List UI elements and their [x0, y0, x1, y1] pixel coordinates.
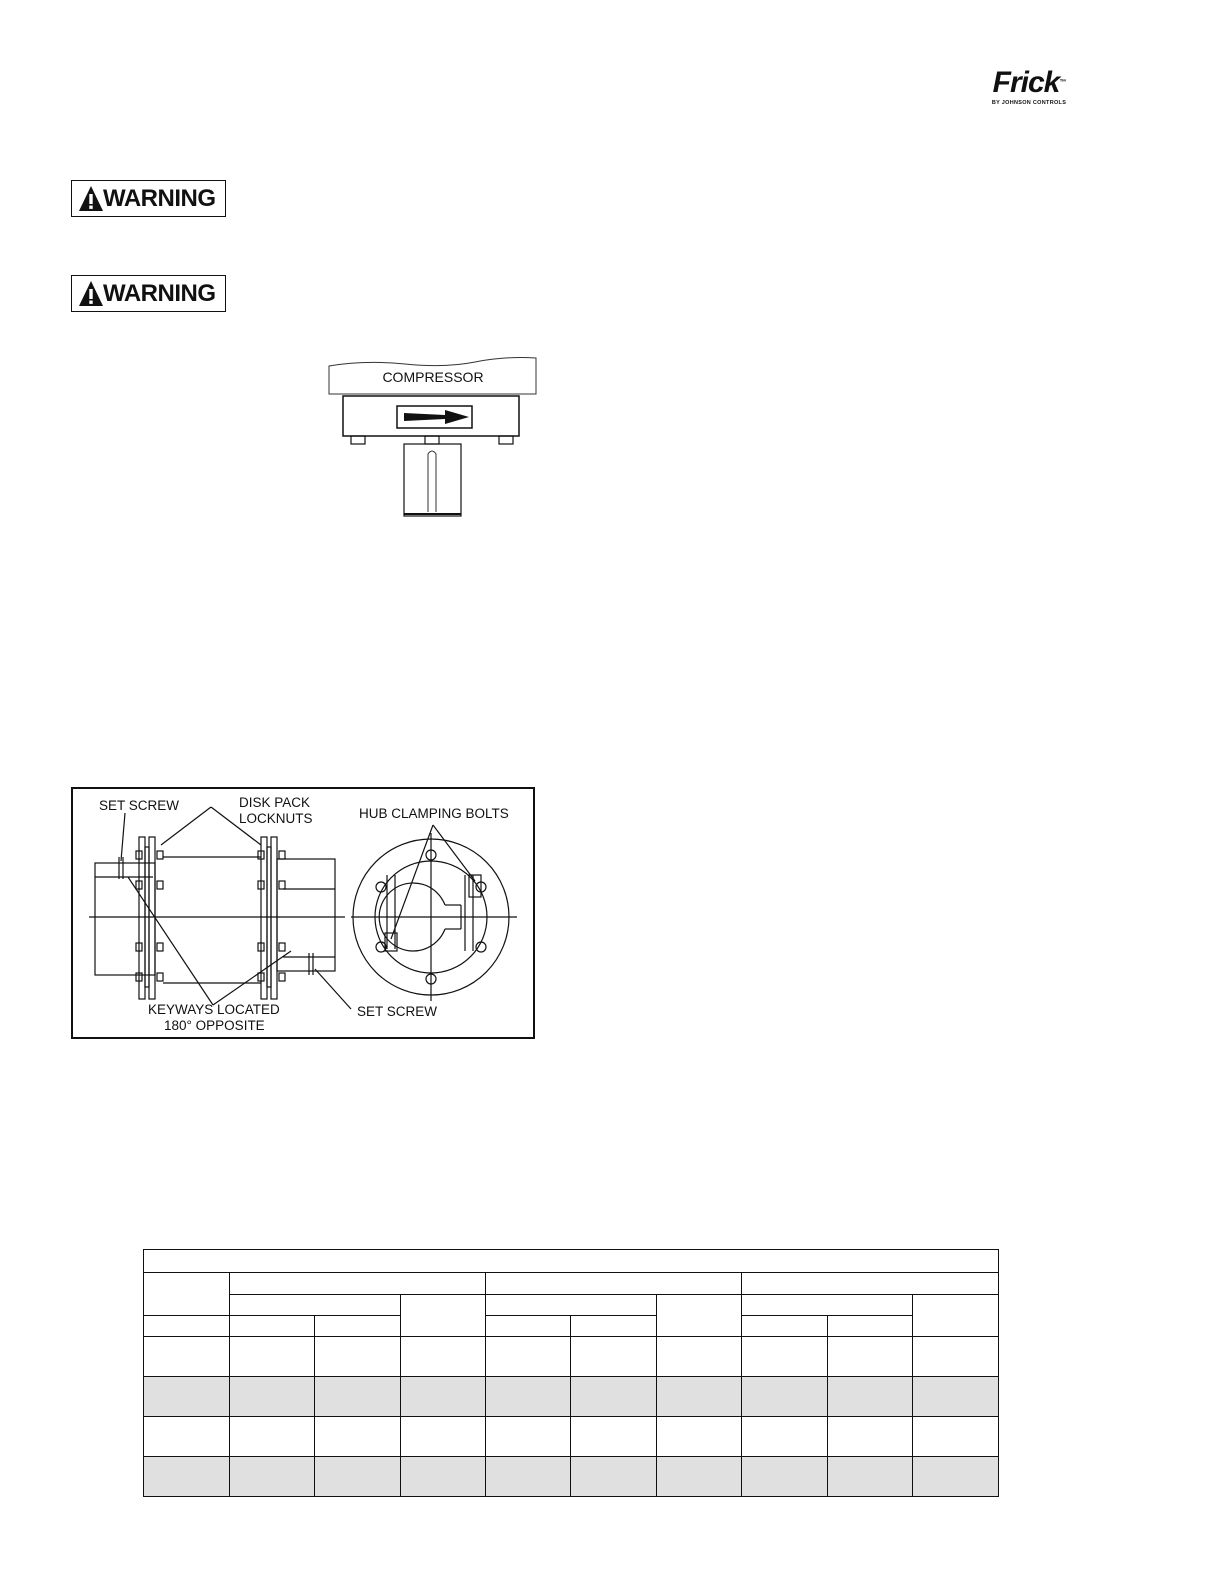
table-header-row — [144, 1295, 999, 1316]
table-cell — [913, 1417, 999, 1457]
table-cell — [657, 1295, 742, 1337]
table-cell — [486, 1273, 742, 1295]
table-cell — [230, 1273, 486, 1295]
warning-box-1 — [71, 180, 226, 217]
table-cell — [315, 1457, 401, 1497]
table-cell — [401, 1457, 486, 1497]
table-cell — [657, 1457, 742, 1497]
table-cell — [230, 1316, 315, 1337]
frick-logo — [986, 68, 1072, 112]
warning-triangle-icon — [79, 281, 103, 306]
hub-clamping-bolts-label: HUB CLAMPING BOLTS — [359, 806, 509, 821]
table-row — [144, 1457, 999, 1497]
table-cell — [144, 1417, 230, 1457]
table-cell — [401, 1337, 486, 1377]
table-cell — [828, 1417, 913, 1457]
table-cell — [742, 1316, 828, 1337]
table-cell — [230, 1295, 401, 1316]
table-cell — [742, 1377, 828, 1417]
table-row — [144, 1377, 999, 1417]
data-table — [143, 1249, 999, 1497]
table-cell — [828, 1377, 913, 1417]
table-cell — [401, 1295, 486, 1337]
table-cell — [913, 1457, 999, 1497]
logo-tagline: BY JOHNSON CONTROLS — [991, 100, 1067, 106]
table-cell — [315, 1316, 401, 1337]
table-title-row — [144, 1250, 999, 1273]
table-cell — [486, 1417, 571, 1457]
table-cell — [315, 1377, 401, 1417]
compressor-rotation-figure — [325, 352, 540, 522]
warning-box-2 — [71, 275, 226, 312]
table-cell — [742, 1273, 999, 1295]
table-cell — [742, 1337, 828, 1377]
table-cell — [486, 1316, 571, 1337]
disk-pack-locknuts-label-line1: DISK PACK — [239, 795, 311, 810]
logo-brand: Frick™ — [992, 66, 1066, 99]
rotation-arrow-icon — [404, 410, 469, 424]
table-cell — [401, 1417, 486, 1457]
table-cell — [315, 1337, 401, 1377]
table-cell — [913, 1337, 999, 1377]
table-cell — [913, 1377, 999, 1417]
table-cell — [571, 1337, 657, 1377]
table-cell — [828, 1457, 913, 1497]
table-cell — [486, 1295, 657, 1316]
set-screw-label-top: SET SCREW — [99, 798, 180, 813]
keyways-label-line1: KEYWAYS LOCATED — [148, 1002, 280, 1017]
table-cell — [144, 1457, 230, 1497]
table-cell — [657, 1377, 742, 1417]
table-cell — [144, 1377, 230, 1417]
table-cell — [742, 1417, 828, 1457]
table-cell — [828, 1337, 913, 1377]
table-cell — [230, 1377, 315, 1417]
table-cell — [144, 1337, 230, 1377]
table-cell — [144, 1250, 999, 1273]
table-cell — [913, 1295, 999, 1337]
coupling-assembly-figure — [71, 787, 535, 1039]
table-row — [144, 1337, 999, 1377]
warning-triangle-icon — [79, 186, 103, 211]
table-cell — [230, 1457, 315, 1497]
compressor-label: COMPRESSOR — [382, 369, 484, 385]
table-cell — [742, 1457, 828, 1497]
table-cell — [144, 1316, 230, 1337]
specification-table — [143, 1249, 998, 1497]
table-cell — [230, 1417, 315, 1457]
warning-label: WARNING — [103, 185, 216, 212]
table-cell — [571, 1417, 657, 1457]
table-cell — [571, 1377, 657, 1417]
table-cell — [230, 1337, 315, 1377]
table-cell — [571, 1316, 657, 1337]
table-cell — [486, 1377, 571, 1417]
set-screw-label-bottom: SET SCREW — [357, 1004, 438, 1019]
table-cell — [571, 1457, 657, 1497]
warning-label: WARNING — [103, 280, 216, 307]
table-cell — [742, 1295, 913, 1316]
table-cell — [657, 1417, 742, 1457]
table-row — [144, 1417, 999, 1457]
table-cell — [144, 1273, 230, 1316]
table-cell — [315, 1417, 401, 1457]
disk-pack-locknuts-label-line2: LOCKNUTS — [239, 811, 313, 826]
table-cell — [401, 1377, 486, 1417]
table-cell — [486, 1337, 571, 1377]
table-cell — [486, 1457, 571, 1497]
table-cell — [657, 1337, 742, 1377]
table-header-row — [144, 1273, 999, 1295]
table-cell — [828, 1316, 913, 1337]
table-header-row — [144, 1316, 999, 1337]
keyways-label-line2: 180° OPPOSITE — [164, 1018, 265, 1033]
